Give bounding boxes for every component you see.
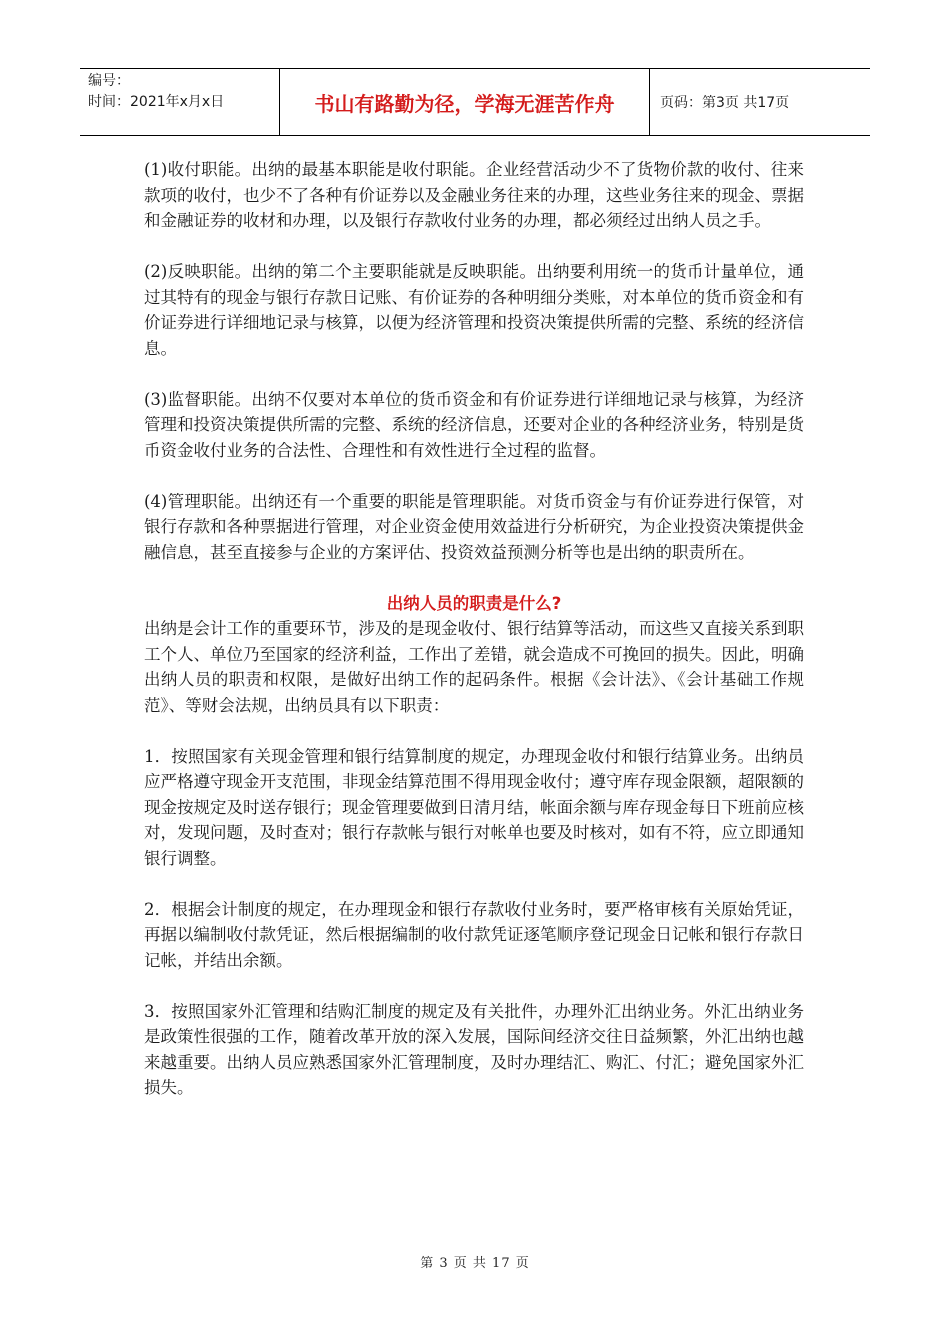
header-motto: 书山有路勤为径，学海无涯苦作舟 bbox=[280, 69, 650, 135]
header-page-info: 页码：第3页 共17页 bbox=[660, 95, 790, 111]
page-footer: 第 3 页 共 17 页 bbox=[420, 1256, 530, 1271]
duty-item-1: 1．按照国家有关现金管理和银行结算制度的规定，办理现金收付和银行结算业务。出纳员应严格遵守现金开支范围，非现金结算范围不得用现金收付；遵守库存现金限额，超限额的现金按规定及时送存银行；现金管理要做到日清月结，帐面余额与库存现金每日下班前应核对，发现问题，及时查对；银行存款帐与银行对帐单也要及时核对，如有不符，应立即通知银行调整。 bbox=[144, 746, 804, 868]
paragraph-collection-function: (1)收付职能。出纳的最基本职能是收付职能。企业经营活动少不了货物价款的收付、往来款项的收付，也少不了各种有价证券以及金融业务往来的办理，这些业务往来的现金、票据和金融证券的收材和办理，以及银行存款收付业务的办理，都必须经过出纳人员之手。 bbox=[144, 160, 804, 230]
document-body bbox=[144, 157, 804, 1126]
page-header bbox=[80, 68, 870, 136]
section-intro: 出纳是会计工作的重要环节，涉及的是现金收付、银行结算等活动，而这些又直接关系到职工个人、单位乃至国家的经济利益，工作出了差错，就会造成不可挽回的损失。因此，明确出纳人员的职责和权限，是做好出纳工作的起码条件。根据《会计法》、《会计基础工作规范》、等财会法规，出纳员具有以下职责： bbox=[144, 619, 804, 715]
section-title: 出纳人员的职责是什么? bbox=[386, 593, 562, 613]
paragraph-supervision-function: (3)监督职能。出纳不仅要对本单位的货币资金和有价证券进行详细地记录与核算，为经济管理和投资决策提供所需的完整、系统的经济信息，还要对企业的各种经济业务，特别是货币资金收付业务的合法性、合理性和有效性进行全过程的监督。 bbox=[144, 389, 804, 460]
paragraph-reflection-function: (2)反映职能。出纳的第二个主要职能就是反映职能。出纳要利用统一的货币计量单位，通过其特有的现金与银行存款日记账、有价证券的各种明细分类账，对本单位的货币资金和有价证券进行详细地记录与核算，以便为经济管理和投资决策提供所需的完整、系统的经济信息。 bbox=[144, 262, 804, 358]
header-meta bbox=[80, 69, 280, 135]
duty-item-3: 3．按照国家外汇管理和结购汇制度的规定及有关批件，办理外汇出纳业务。外汇出纳业务是政策性很强的工作，随着改革开放的深入发展，国际间经济交往日益频繁，外汇出纳也越来越重要。出纳人员应熟悉国家外汇管理制度，及时办理结汇、购汇、付汇；避免国家外汇损失。 bbox=[144, 1001, 804, 1097]
duty-item-2: 2．根据会计制度的规定，在办理现金和银行存款收付业务时，要严格审核有关原始凭证，再据以编制收付款凭证，然后根据编制的收付款凭证逐笔顺序登记现金日记帐和银行存款日记帐，并结出余额。 bbox=[144, 899, 804, 970]
header-number-label: 编号： bbox=[88, 73, 130, 89]
header-time-label: 时间：2021年x月x日 bbox=[88, 94, 225, 110]
paragraph-management-function: (4)管理职能。出纳还有一个重要的职能是管理职能。对货币资金与有价证券进行保管，对银行存款和各种票据进行管理，对企业资金使用效益进行分析研究，为企业投资决策提供金融信息，甚至直接参与企业的方案评估、投资效益预测分析等也是出纳的职责所在。 bbox=[144, 491, 804, 562]
